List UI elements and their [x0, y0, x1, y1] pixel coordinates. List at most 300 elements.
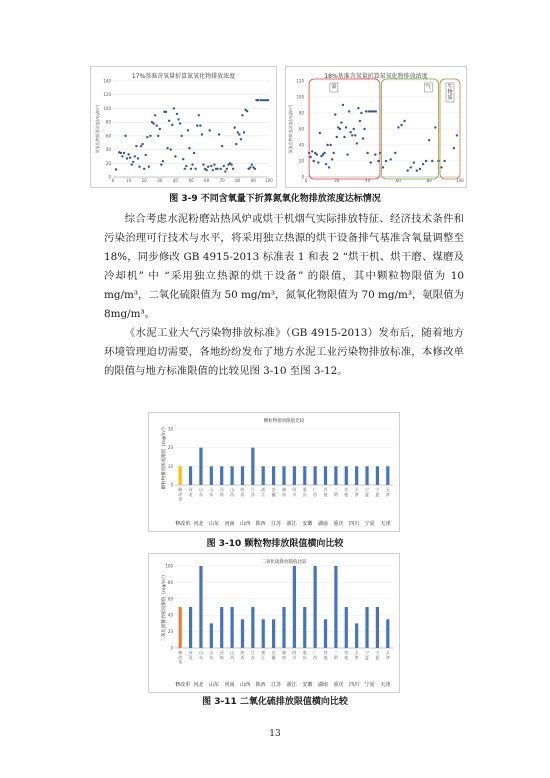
- category-label: 庆: [302, 654, 307, 660]
- category-label: 津: [354, 654, 359, 660]
- category-label: 陕: [240, 650, 245, 655]
- data-point: [359, 120, 361, 122]
- category-label: 天: [385, 487, 390, 492]
- group-label: 河北: [193, 521, 204, 527]
- data-point: [129, 157, 131, 159]
- data-point: [123, 152, 125, 154]
- category-label: 东: [209, 654, 214, 660]
- data-point: [202, 163, 204, 165]
- x-tick-label: 90: [250, 178, 256, 183]
- group-label: 重庆: [333, 521, 344, 527]
- bar: [262, 466, 265, 485]
- data-point: [120, 152, 122, 154]
- x-tick-label: 60: [395, 178, 401, 183]
- data-point: [124, 135, 126, 137]
- group-label: 宁夏: [364, 682, 375, 688]
- data-point: [331, 158, 333, 160]
- bar: [376, 466, 379, 485]
- data-point: [121, 155, 123, 157]
- data-point: [115, 168, 117, 170]
- group-label: 四川: [349, 521, 360, 527]
- data-point: [173, 107, 175, 109]
- data-point: [346, 153, 348, 155]
- x-tick-label: 10: [126, 178, 132, 183]
- group-label: 江苏: [271, 521, 282, 527]
- bar: [293, 466, 296, 485]
- data-point: [160, 163, 162, 165]
- scatter-title-17: 17%基准含氧量折算氮氧化物排放浓度: [131, 73, 236, 80]
- x-tick-label: 80: [426, 178, 432, 183]
- bar: [262, 619, 265, 648]
- bar: [189, 466, 192, 485]
- x-tick-label: 100: [265, 178, 273, 183]
- data-point: [243, 131, 245, 133]
- category-label: 他: [323, 491, 328, 497]
- group-label: 天津: [380, 682, 391, 688]
- data-point: [134, 155, 136, 157]
- y-tick-label: 80: [167, 579, 173, 585]
- group-label: 修改单: [175, 682, 191, 688]
- category-label: 夏: [365, 491, 370, 497]
- data-point: [137, 157, 139, 159]
- bar: [345, 607, 348, 648]
- category-label: 山: [209, 487, 214, 492]
- bar: [365, 607, 368, 648]
- bar: [251, 448, 254, 485]
- data-point: [374, 153, 376, 155]
- group-label: 山东: [208, 682, 219, 688]
- data-point: [232, 168, 234, 170]
- page-number: 13: [269, 729, 281, 739]
- category-label: 其: [344, 650, 349, 655]
- data-point: [145, 154, 147, 156]
- bar-panel-particulate: [148, 412, 400, 532]
- category-label: 单: [178, 496, 183, 502]
- y-tick-label: 60: [298, 126, 304, 132]
- bar: [345, 466, 348, 485]
- data-point: [400, 124, 402, 126]
- data-point: [403, 120, 405, 122]
- bar: [303, 607, 306, 648]
- category-label: 山: [198, 650, 203, 655]
- group-label: 河南: [224, 682, 235, 688]
- category-label: 山: [209, 650, 214, 655]
- group-label: 山东: [208, 521, 219, 527]
- category-label: 夏: [375, 491, 380, 497]
- category-label: 河: [188, 487, 193, 492]
- category-label: 西: [230, 654, 235, 660]
- group-label: 天津: [380, 521, 391, 527]
- y-tick-label: 20: [105, 160, 111, 166]
- data-point: [237, 131, 239, 133]
- bar: [220, 466, 223, 485]
- bar: [210, 623, 213, 648]
- category-label: 湖: [282, 487, 286, 492]
- category-label: 他: [344, 491, 349, 497]
- bar: [282, 466, 285, 485]
- y-tick-label: 0: [170, 482, 173, 488]
- data-point: [434, 126, 436, 128]
- figure-3-10-caption: 图 3-10 颗粒物排放限值横向比较: [206, 539, 344, 549]
- y-tick-label: 0: [301, 174, 304, 180]
- y-axis-label: 颗粒物排放浓度限值（mg/m³）: [162, 424, 167, 490]
- data-point: [185, 165, 187, 167]
- data-point: [196, 124, 198, 126]
- y-tick-label: 100: [165, 563, 173, 569]
- category-label: 南: [282, 654, 286, 660]
- data-point: [207, 166, 209, 168]
- data-point: [360, 112, 362, 114]
- data-point: [224, 170, 226, 172]
- bar: [179, 607, 182, 648]
- y-tick-label: 0: [170, 645, 173, 651]
- x-tick-label: 40: [172, 178, 178, 183]
- data-point: [209, 129, 211, 131]
- data-point: [339, 128, 341, 130]
- y-tick-label: 100: [103, 105, 111, 111]
- group-label: 浙江: [286, 682, 297, 688]
- body-paragraphs: [104, 210, 464, 381]
- paragraph-1: 综合考虑水泥粉磨站热风炉或烘干机烟气实际排放特征、经济技术条件和污染治理可行技术与水平，将采用独立热源的烘干设备排气基准含氧量调整至 18%，同步修改 GB 4915-2013 标准表 1 和表 2 “烘干机、烘干磨、煤磨及冷却机” 中 “采用独立热源的烘干设备” 的限值，其中颗粒物限值为 10 mg/m³，二氧化硫限值为 50 mg/m³，氮氧化物限值为 70 mg/m³，氨限值为 8mg/m³。: [104, 213, 464, 320]
- y-tick-label: 120: [296, 78, 304, 84]
- category-label: 明: [333, 491, 338, 497]
- category-label: 浙: [261, 487, 266, 492]
- group-label: 陕西: [255, 682, 266, 688]
- category-label: 西: [313, 491, 318, 497]
- data-point: [340, 121, 342, 123]
- data-point: [233, 126, 235, 128]
- bar: [324, 619, 327, 648]
- bar-chart-title: 颗粒物排放限值比较: [263, 419, 305, 424]
- category-label: 东: [209, 491, 214, 497]
- data-point: [416, 169, 418, 171]
- paragraph-2: 《水泥工业大气污染物排放标准》（GB 4915-2013）发布后，随着地方环境管理迫切需要，各地纷纷发布了地方水泥工业污染物排放标准，本修改单的限值与地方标准限值的比较见图 3-10 至图 3-12。: [104, 327, 464, 377]
- data-point: [362, 137, 364, 139]
- data-point: [323, 152, 325, 154]
- bar: [272, 466, 275, 485]
- category-label: 山: [230, 650, 235, 655]
- category-label: 河: [219, 487, 224, 492]
- bar: [334, 566, 337, 648]
- x-tick-label: 80: [235, 178, 241, 183]
- category-label: 山: [198, 487, 203, 492]
- data-point: [194, 168, 196, 170]
- y-tick-label: 100: [296, 94, 304, 100]
- bar: [293, 566, 296, 648]
- data-point: [157, 135, 159, 137]
- group-label: 宁夏: [364, 521, 375, 527]
- data-point: [397, 126, 399, 128]
- scatter-chart-18: [286, 67, 466, 187]
- category-label: 宁: [365, 487, 370, 492]
- data-point: [218, 133, 220, 135]
- group-label: 浙江: [286, 521, 297, 527]
- data-point: [357, 107, 359, 109]
- category-label: 陕: [240, 487, 245, 492]
- data-point: [171, 124, 173, 126]
- category-label: 单: [178, 659, 183, 665]
- group-label: 湖南: [317, 682, 328, 688]
- category-label: 安: [271, 650, 276, 655]
- data-point: [221, 145, 223, 147]
- category-label: 三: [333, 650, 338, 655]
- data-point: [382, 166, 384, 168]
- category-label: 河: [188, 650, 193, 655]
- bar: [334, 466, 337, 485]
- data-point: [325, 163, 327, 165]
- category-label: 北: [188, 654, 193, 660]
- y-tick-label: 40: [105, 147, 111, 153]
- data-point: [165, 111, 167, 113]
- bar: [199, 566, 202, 648]
- data-point: [428, 139, 430, 141]
- data-point: [440, 166, 442, 168]
- scatter-panel-18: [285, 66, 467, 188]
- data-point: [246, 110, 248, 112]
- data-point: [223, 165, 225, 167]
- data-point: [249, 166, 251, 168]
- data-point: [154, 114, 156, 116]
- bar: [386, 466, 389, 485]
- category-label: 天: [354, 650, 359, 655]
- data-point: [159, 128, 161, 130]
- category-label: 川: [292, 491, 297, 497]
- data-point: [333, 152, 335, 154]
- data-point: [170, 148, 172, 150]
- data-point: [443, 160, 445, 162]
- x-tick-label: 70: [219, 178, 225, 183]
- bar-panel-so2: [148, 553, 400, 693]
- data-point: [188, 147, 190, 149]
- group-label: 四川: [349, 682, 360, 688]
- data-point: [216, 168, 218, 170]
- data-point: [390, 158, 392, 160]
- category-label: 河: [219, 650, 224, 655]
- figure-3-9-caption: 图 3-9 不同含氧量下折算氮氧化物排放浓度达标情况: [169, 194, 381, 204]
- category-label: 三: [333, 487, 338, 492]
- y-tick-label: 40: [167, 612, 173, 618]
- bar: [282, 607, 285, 648]
- data-point: [329, 144, 331, 146]
- bar: [199, 448, 202, 485]
- category-label: 江: [250, 487, 255, 492]
- data-point: [135, 145, 137, 147]
- data-point: [182, 158, 184, 160]
- data-point: [187, 129, 189, 131]
- data-point: [235, 143, 237, 145]
- category-label: 他: [344, 654, 349, 660]
- data-point: [162, 160, 164, 162]
- bar: [210, 466, 213, 485]
- data-point: [166, 147, 168, 149]
- group-label: 山西: [240, 682, 251, 688]
- bar: [251, 607, 254, 648]
- category-label: 明: [333, 654, 338, 660]
- group-label: 修改单: [175, 521, 191, 527]
- region-label: 生: [447, 84, 453, 90]
- data-point: [126, 157, 128, 159]
- x-tick-label: 40: [365, 178, 371, 183]
- bar-chart-title: 二氧化硫排放限值比较: [261, 560, 307, 565]
- y-axis-label: 氮氧化物排放浓度(mg/m³): [288, 104, 293, 154]
- category-label: 东: [198, 491, 203, 497]
- data-point: [328, 166, 330, 168]
- bar: [230, 466, 233, 485]
- data-point: [309, 156, 311, 158]
- region-label: 气: [425, 84, 431, 90]
- region-label: 湿: [331, 84, 337, 90]
- category-label: 东: [198, 654, 203, 660]
- y-axis-label: 二氧化硫排放浓度限值（mg/m³）: [162, 572, 167, 642]
- data-point: [148, 166, 150, 168]
- category-label: 其: [323, 487, 328, 492]
- data-point: [140, 145, 142, 147]
- data-point: [143, 168, 145, 170]
- data-point: [141, 143, 143, 145]
- category-label: 江: [261, 491, 266, 497]
- data-point: [356, 142, 358, 144]
- category-label: 重: [302, 487, 307, 492]
- category-label: 四: [292, 487, 297, 492]
- bar: [241, 466, 244, 485]
- data-point: [365, 110, 367, 112]
- bar: [376, 607, 379, 648]
- category-label: 改: [178, 491, 183, 497]
- data-point: [366, 152, 368, 154]
- group-label: 江苏: [271, 682, 282, 688]
- data-point: [419, 168, 421, 170]
- bar-chart-so2: [149, 554, 399, 692]
- category-label: 山: [230, 487, 235, 492]
- bar-chart-particulate: [149, 413, 399, 531]
- x-tick-label: 0: [304, 178, 308, 183]
- data-point: [230, 163, 232, 165]
- figure-3-11-caption: 图 3-11 二氧化硫排放限值横向比较: [202, 697, 348, 707]
- category-label: 津: [385, 654, 390, 660]
- data-point: [149, 135, 151, 137]
- group-label: 安徽: [302, 682, 313, 688]
- region-label: 质: [447, 95, 453, 101]
- y-tick-label: 40: [298, 142, 304, 148]
- bar: [189, 607, 192, 648]
- x-tick-label: 30: [157, 178, 163, 183]
- bar: [314, 566, 317, 648]
- data-point: [410, 166, 412, 168]
- bar: [355, 623, 358, 648]
- data-point: [146, 136, 148, 138]
- x-tick-label: 100: [456, 178, 464, 183]
- data-point: [257, 99, 259, 101]
- category-label: 天: [354, 487, 359, 492]
- category-label: 徽: [271, 654, 276, 660]
- data-point: [456, 134, 458, 136]
- data-point: [311, 150, 313, 152]
- y-tick-label: 20: [298, 158, 304, 164]
- bar: [272, 619, 275, 648]
- group-label: 安徽: [302, 521, 313, 527]
- category-label: 苏: [250, 654, 255, 660]
- bar: [303, 466, 306, 485]
- data-point: [316, 153, 318, 155]
- data-point: [317, 161, 319, 163]
- category-label: 安: [271, 487, 276, 492]
- data-point: [349, 131, 351, 133]
- category-label: 天: [385, 650, 390, 655]
- y-tick-label: 140: [103, 78, 111, 84]
- data-point: [351, 134, 353, 136]
- data-point: [138, 166, 140, 168]
- data-point: [190, 168, 192, 170]
- category-label: 其: [344, 487, 349, 492]
- category-label: 四: [292, 650, 297, 655]
- category-label: 北: [188, 491, 193, 497]
- data-point: [254, 168, 256, 170]
- data-point: [205, 169, 207, 171]
- data-point: [431, 160, 433, 162]
- data-point: [177, 118, 179, 120]
- y-tick-label: 10: [167, 463, 173, 469]
- category-label: 宁: [365, 650, 370, 655]
- y-tick-label: 60: [167, 596, 173, 602]
- y-tick-label: 120: [103, 92, 111, 98]
- data-point: [369, 161, 371, 163]
- y-tick-label: 60: [105, 133, 111, 139]
- data-point: [342, 104, 344, 106]
- data-point: [363, 128, 365, 130]
- data-point: [241, 114, 243, 116]
- data-point: [406, 169, 408, 171]
- data-point: [385, 160, 387, 162]
- data-point: [425, 160, 427, 162]
- category-label: 江: [250, 650, 255, 655]
- y-tick-label: 80: [298, 110, 304, 116]
- data-point: [326, 144, 328, 146]
- category-label: 南: [282, 491, 286, 497]
- x-tick-label: 50: [188, 178, 194, 183]
- category-label: 南: [219, 491, 224, 497]
- data-point: [152, 122, 154, 124]
- data-point: [212, 169, 214, 171]
- data-point: [334, 113, 336, 115]
- category-label: 江: [261, 654, 266, 660]
- category-label: 其: [323, 650, 328, 655]
- data-point: [348, 110, 350, 112]
- category-label: 川: [292, 654, 297, 660]
- category-label: 广: [313, 650, 318, 655]
- group-label: 陕西: [255, 521, 266, 527]
- bar: [230, 607, 233, 648]
- data-point: [155, 124, 157, 126]
- x-tick-label: 20: [334, 178, 340, 183]
- category-label: 南: [219, 654, 224, 660]
- category-label: 他: [323, 654, 328, 660]
- region-label: 物: [447, 89, 453, 96]
- y-tick-label: 20: [167, 629, 173, 635]
- data-point: [251, 163, 253, 165]
- bar: [314, 466, 317, 485]
- data-point: [240, 138, 242, 140]
- data-point: [219, 168, 221, 170]
- category-label: 改: [178, 654, 183, 660]
- data-point: [213, 163, 215, 165]
- category-label: 广: [313, 487, 318, 492]
- y-tick-label: 0: [108, 174, 111, 180]
- bar: [241, 619, 244, 648]
- group-label: 山西: [240, 521, 251, 527]
- bar: [220, 607, 223, 648]
- data-point: [176, 113, 178, 115]
- x-tick-label: 20: [141, 178, 147, 183]
